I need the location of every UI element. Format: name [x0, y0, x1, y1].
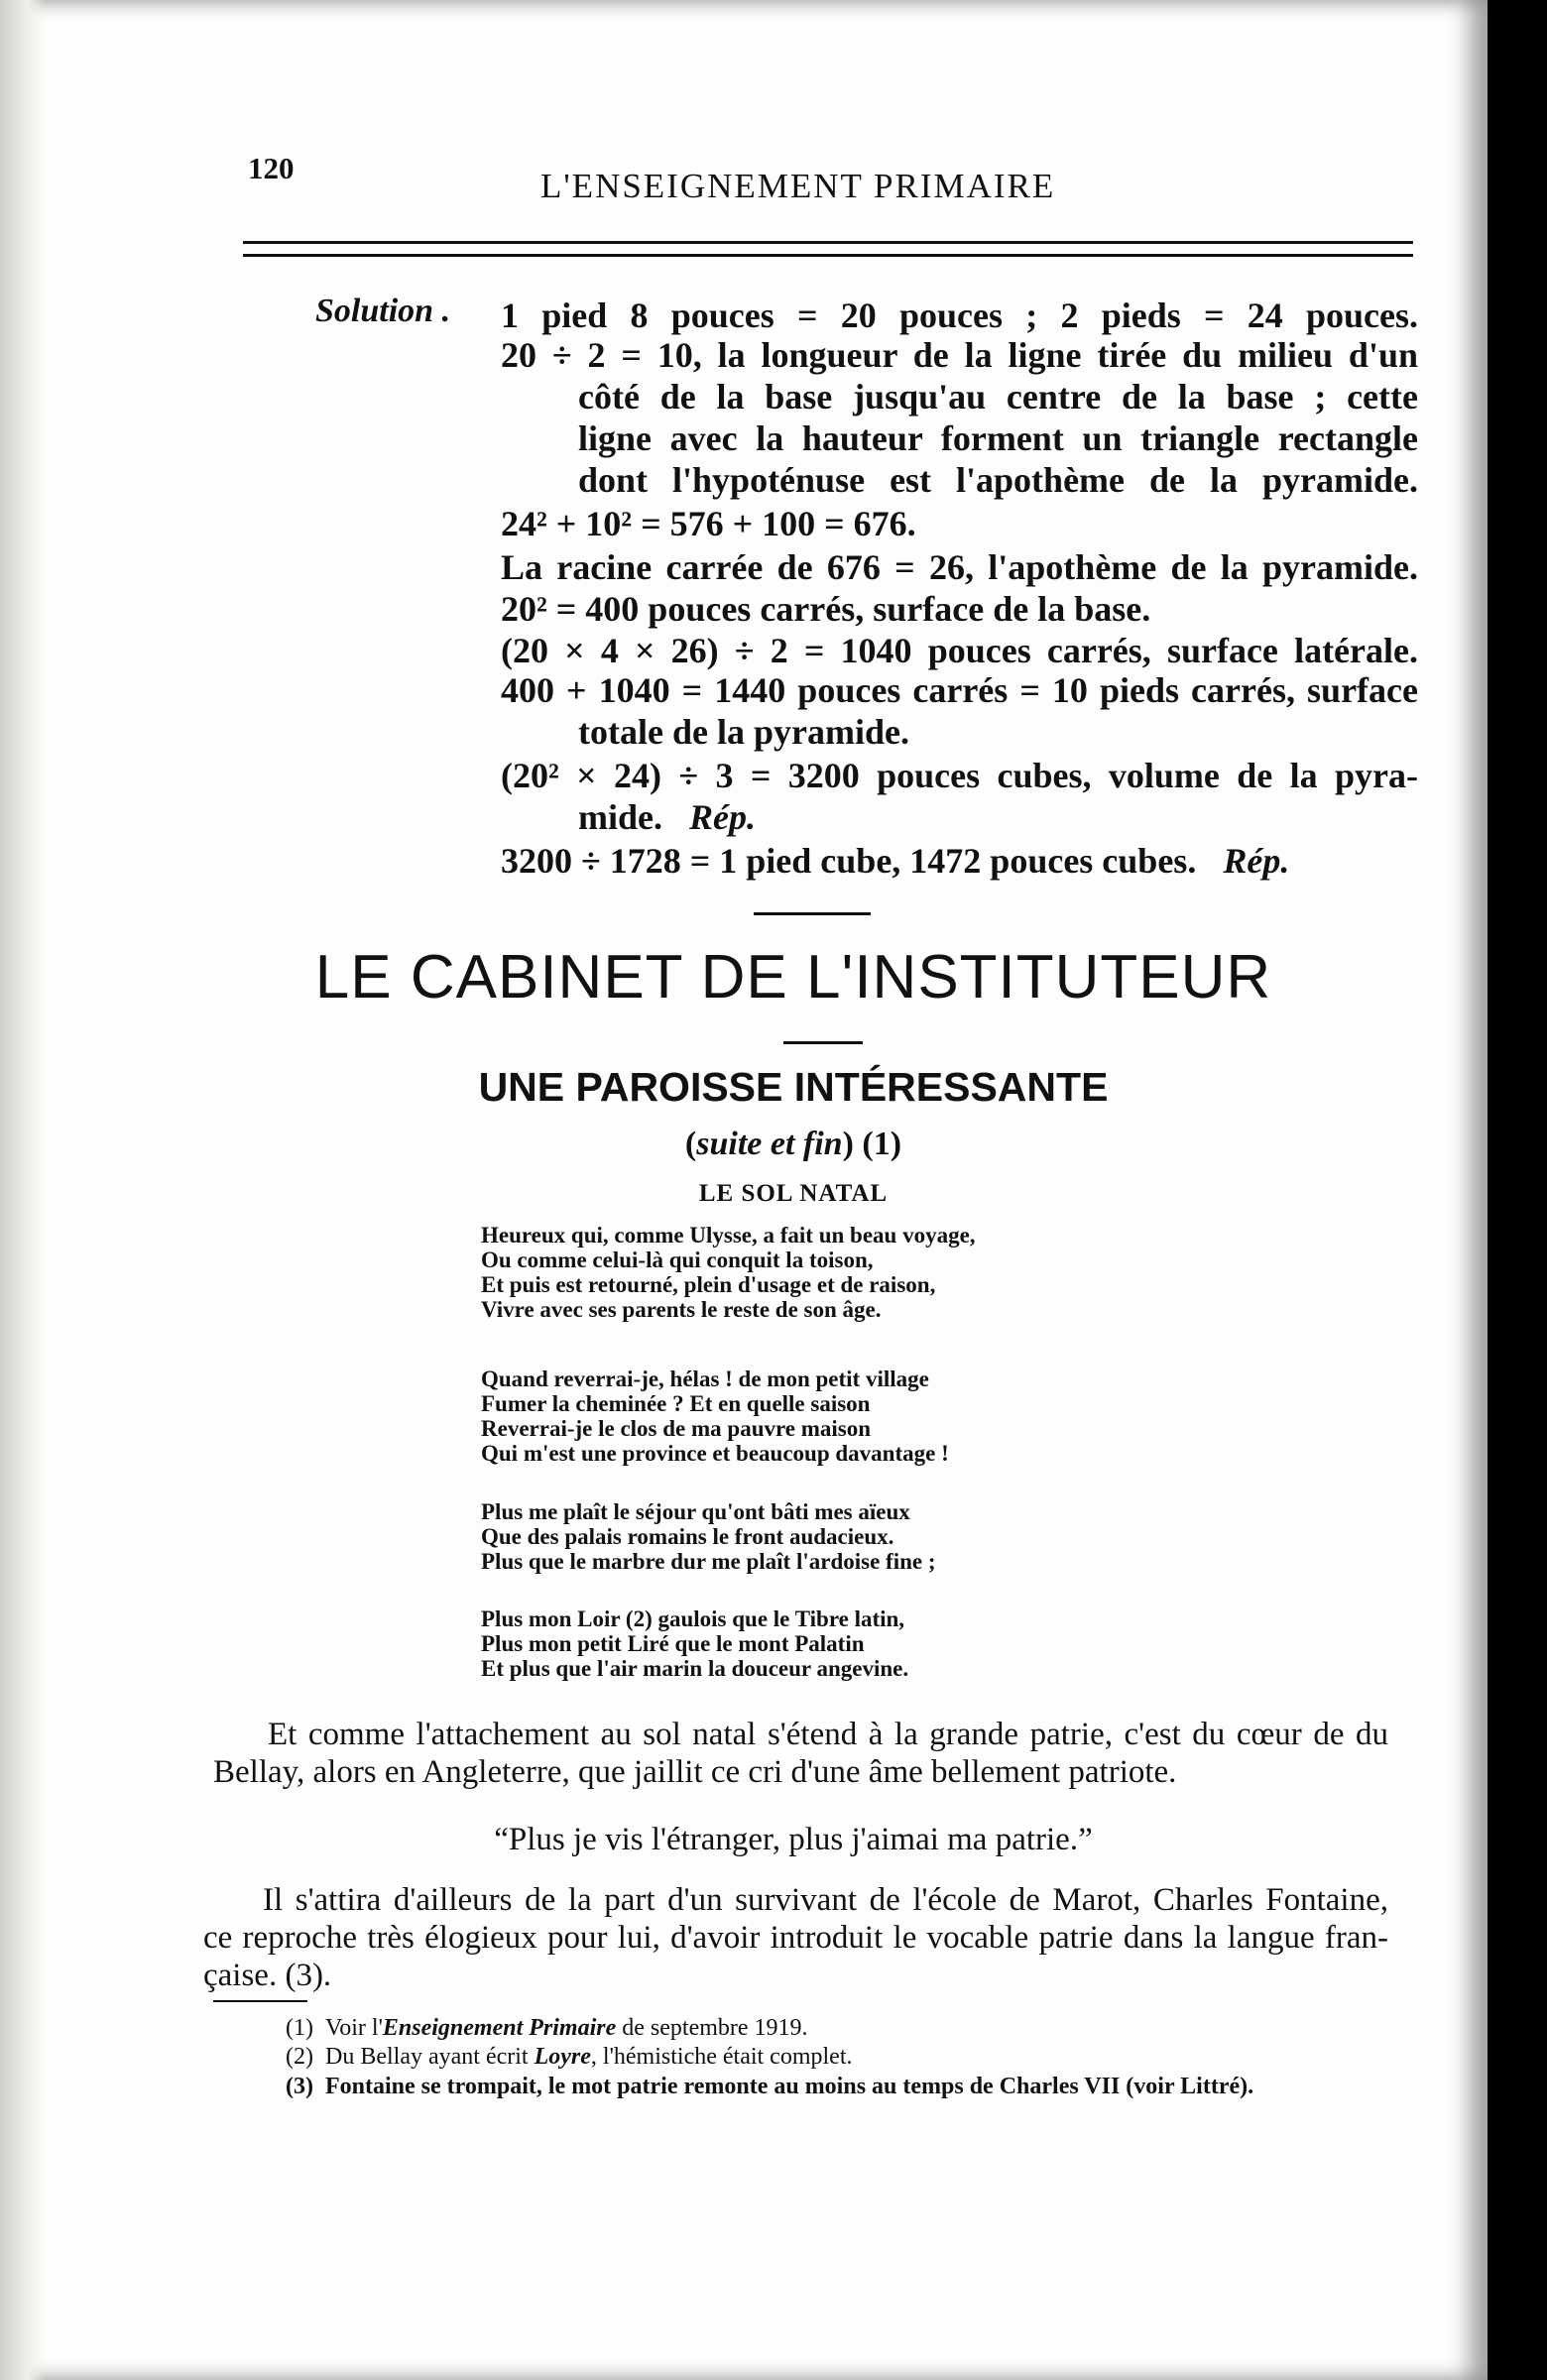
solution-rep-2: Rép.: [1223, 841, 1290, 881]
solution-label: Solution .: [315, 293, 451, 329]
solution-line-10: 400 + 1040 = 1440 pouces carrés = 10 pieds carrés, surface: [501, 670, 1418, 710]
solution-line-12: (20² × 24) ÷ 3 = 3200 pouces cubes, volume de la pyra-: [501, 756, 1418, 795]
section-rule-top: [754, 912, 871, 915]
paragraph-line: Bellay, alors en Angleterre, que jaillit ce cri d'une âme bellement patriote.: [213, 1754, 1177, 1790]
section-title: LE CABINET DE L'INSTITUTEUR: [314, 943, 1272, 1012]
poem-verse: Plus mon Loir (2) gaulois que le Tibre latin,: [481, 1606, 905, 1631]
running-title: L'ENSEIGNEMENT PRIMAIRE: [540, 167, 1056, 205]
footnote-italic: Loyre: [534, 2044, 591, 2070]
solution-line-1: 1 pied 8 pouces = 20 pouces ; 2 pieds = 24 pouces.: [501, 296, 1418, 335]
solution-line-13: [578, 797, 756, 837]
footnote-text: de septembre 1919.: [616, 2015, 808, 2041]
poem-verse: Plus que le marbre dur me plaît l'ardoise fine ;: [481, 1549, 936, 1574]
paragraph-line: çaise. (3).: [203, 1958, 332, 1993]
paragraph-2: [203, 1881, 1388, 1994]
footnote-text: Fontaine se trompait, le mot patrie remonte au moins au temps de Charles VII (voir Littré).: [325, 2074, 1254, 2099]
poem-verse: Plus me plaît le séjour qu'ont bâti mes aïeux: [481, 1499, 910, 1524]
footnote-italic: Enseignement Primaire: [382, 2015, 617, 2041]
solution-line-2: 20 ÷ 2 = 10, la longueur de la ligne tirée du milieu d'un: [501, 335, 1418, 375]
poem-verse: Ou comme celui-là qui conquit la toison,: [481, 1248, 874, 1272]
footnote-number: (2): [286, 2044, 313, 2070]
solution-line-5: dont l'hypoténuse est l'apothème de la pyramide.: [578, 460, 1418, 500]
footnote-number: (3): [286, 2074, 313, 2099]
solution-line-14: [501, 841, 1289, 881]
solution-line-6: 24² + 10² = 576 + 100 = 676.: [501, 504, 916, 543]
poem-verse: Reverrai-je le clos de ma pauvre maison: [481, 1416, 872, 1441]
solution-line-7: La racine carrée de 676 = 26, l'apothème de la pyramide.: [501, 547, 1418, 587]
page-number: 120: [248, 151, 295, 185]
suite-italic: suite et fin: [696, 1126, 843, 1162]
paragraph-line: Il s'attira d'ailleurs de la part d'un survivant de l'école de Marot, Charles Fontaine,: [263, 1882, 1388, 1918]
poem-stanza-2: [481, 1367, 949, 1466]
solution-line-4: ligne avec la hauteur forment un triangle rectangle: [578, 418, 1418, 458]
article-suite-note: [278, 1126, 1309, 1163]
poem-verse: Plus mon petit Liré que le mont Palatin: [481, 1631, 865, 1656]
footnote-1: [286, 2016, 808, 2041]
solution-line-13-text: mide.: [578, 797, 662, 837]
footnote-3: [286, 2075, 1253, 2099]
footnote-2: [286, 2045, 852, 2070]
page-binding-shadow: [0, 0, 46, 2380]
paragraph-1: [213, 1716, 1388, 1791]
footnote-text: , l'hémistiche était complet.: [590, 2044, 853, 2070]
solution-line-3: côté de la base jusqu'au centre de la base ; cette: [578, 377, 1418, 416]
poem-verse: Qui m'est une province et beaucoup davantage !: [481, 1441, 949, 1466]
poem-verse: Que des palais romains le front audacieux.: [481, 1524, 894, 1549]
quote: “Plus je vis l'étranger, plus j'aimai ma patrie.”: [494, 1822, 1093, 1857]
poem-verse: Quand reverrai-je, hélas ! de mon petit village: [481, 1367, 929, 1391]
article-title: UNE PAROISSE INTÉRESSANTE: [478, 1064, 1109, 1110]
footnote-rule: [213, 2000, 307, 2002]
poem-stanza-4: [481, 1606, 908, 1681]
suite-paren-open: (: [684, 1126, 697, 1162]
solution-line-8: 20² = 400 pouces carrés, surface de la base.: [501, 589, 1151, 629]
section-rule-bottom: [783, 1041, 863, 1044]
poem-verse: Et puis est retourné, plein d'usage et de raison,: [481, 1272, 936, 1297]
footnote-number: (1): [286, 2015, 313, 2041]
footnote-text: Voir l': [325, 2015, 383, 2041]
paragraph-line: ce reproche très élogieux pour lui, d'avoir introduit le vocable patrie dans la langue fran-: [203, 1920, 1388, 1956]
poem-verse: Fumer la cheminée ? Et en quelle saison: [481, 1391, 871, 1416]
suite-paren-close: ): [842, 1126, 854, 1162]
poem-title: LE SOL NATAL: [698, 1180, 889, 1207]
header-rule-top: [243, 241, 1413, 244]
solution-line-11: totale de la pyramide.: [578, 712, 909, 752]
poem-stanza-1: [481, 1223, 976, 1322]
solution-line-9: (20 × 4 × 26) ÷ 2 = 1040 pouces carrés, surface latérale.: [501, 631, 1418, 670]
solution-rep-1: Rép.: [689, 797, 756, 837]
poem-verse: Et plus que l'air marin la douceur angevine.: [481, 1656, 909, 1681]
footnote-text: Du Bellay ayant écrit: [325, 2044, 535, 2070]
poem-verse: Vivre avec ses parents le reste de son âge.: [481, 1297, 882, 1322]
poem-stanza-3: [481, 1499, 936, 1574]
header-rule-bottom: [243, 254, 1413, 257]
poem-verse: Heureux qui, comme Ulysse, a fait un beau voyage,: [481, 1223, 976, 1248]
paragraph-line: Et comme l'attachement au sol natal s'étend à la grande patrie, c'est du cœur de du: [268, 1717, 1388, 1752]
solution-line-14-text: 3200 ÷ 1728 = 1 pied cube, 1472 pouces cubes.: [501, 841, 1197, 881]
suite-footnote-ref: (1): [853, 1126, 902, 1162]
